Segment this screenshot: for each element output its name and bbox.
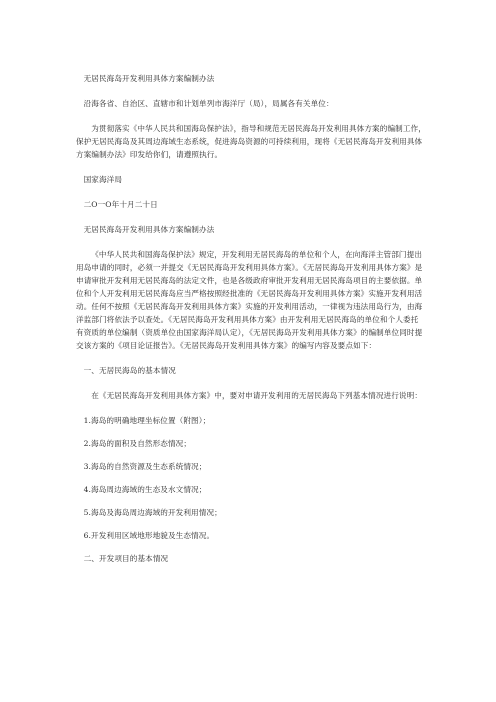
salutation: 沿海各省、自治区、直辖市和计划单列市海洋厅（局），局属各有关单位： bbox=[83, 99, 334, 108]
list-item-area: 2.海岛的面积及自然形态情况； bbox=[83, 439, 192, 448]
issue-date: 二O一O年十月二十日 bbox=[83, 200, 158, 209]
body-title: 无居民海岛开发利用具体方案编制办法 bbox=[83, 225, 215, 234]
list-item-usage: 5.海岛及海岛周边海域的开发利用情况； bbox=[83, 508, 222, 517]
list-item-resources: 3.海岛的自然资源及生态系统情况； bbox=[83, 462, 207, 471]
intro-paragraph: 为贯彻落实《中华人民共和国海岛保护法》，指导和规范无居民海岛开发利用具体方案的编制工作，保护无居民海岛及其周边海域生态系统，促进海岛资源的可持续利用，现将《无居民海岛开发利用具体方案编制办法》印发给你们，请遵照执行。 bbox=[76, 124, 426, 159]
list-item-hydrology: 4.海岛周边海域的生态及水文情况； bbox=[83, 485, 207, 494]
main-paragraph: 《中华人民共和国海岛保护法》规定，开发利用无居民海岛的单位和个人，在向海洋主管部门提出用岛申请的同时，必须一并提交《无居民海岛开发利用具体方案》。《无居民海岛开发利用具体方案》是申请审批开发利用无居民海岛的法定文件，也是各级政府审批开发利用无居民海岛项目的主要依据。单位和个人开发利用无居民海岛应当严格按照经批准的《无居民海岛开发利用具体方案》实施开发利用活动。任何不按照《无居民海岛开发利用具体方案》实施的开发利用活动，一律视为违法用岛行为，由海洋监部门将依法予以查处。《无居民海岛开发利用具体方案》由开发利用无居民海岛的单位和个人委托有资质的单位编制（资质单位由国家海洋局认定），《无居民海岛开发利用具体方案》的编制单位同时提交该方案的《项目论证报告》。《无居民海岛开发利用具体方案》的编写内容及要点如下： bbox=[76, 250, 423, 350]
list-item-location: 1.海岛的明确地理坐标位置（附图）； bbox=[83, 416, 211, 425]
list-item-terrain: 6.开发利用区域地形地貌及生态情况。 bbox=[83, 531, 215, 540]
section-heading-project-info: 二、开发项目的基本情况 bbox=[83, 554, 169, 563]
section-heading-basic-info: 一、无居民海岛的基本情况 bbox=[83, 366, 176, 375]
document-content bbox=[76, 72, 426, 577]
issuer: 国家海洋局 bbox=[83, 175, 123, 184]
notice-title: 无居民海岛开发利用具体方案编制办法 bbox=[83, 74, 215, 83]
section-intro-basic-info: 在《无居民海岛开发利用具体方案》中，要对申请开发利用的无居民海岛下列基本情况进行说明： bbox=[91, 391, 423, 400]
